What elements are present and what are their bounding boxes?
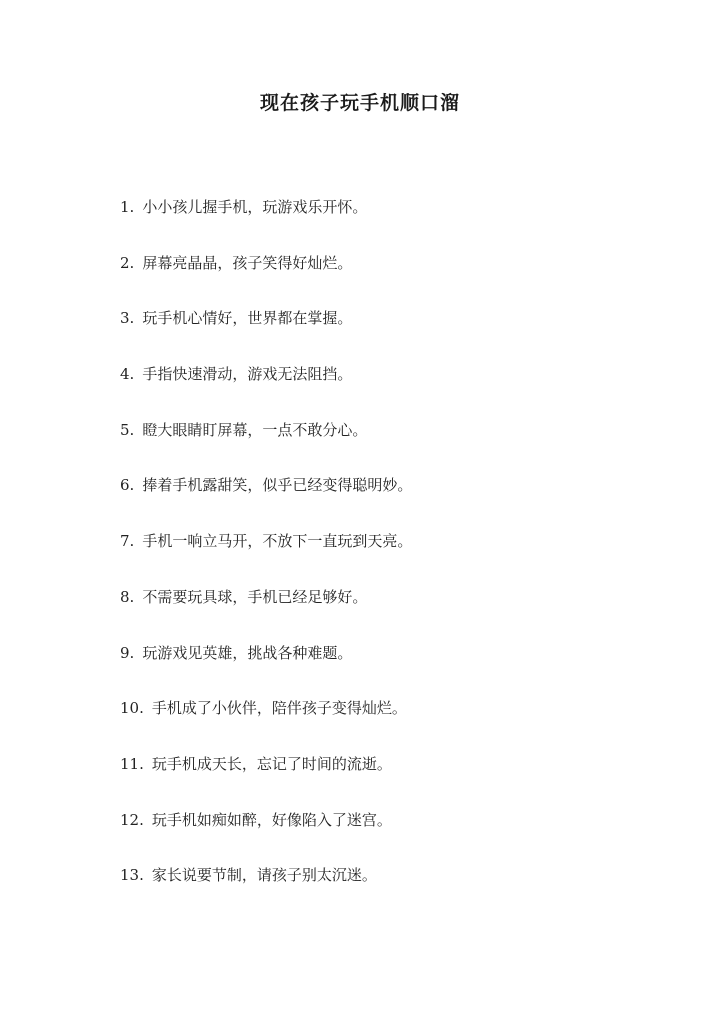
item-text: 家长说要节制，请孩子别太沉迷。 [151,866,377,885]
list-item [120,196,640,252]
item-text: 玩手机心情好，世界都在掌握。 [142,309,353,328]
list-item [120,586,640,642]
list-item [120,419,640,475]
item-number: 11. [120,754,144,773]
list-item [120,474,640,530]
item-number: 7. [120,532,135,551]
item-text: 小小孩儿握手机，玩游戏乐开怀。 [142,198,368,216]
item-text: 捧着手机露甜笑，似乎已经变得聪明妙。 [142,476,413,495]
list-item [120,864,640,920]
item-number: 1. [120,198,135,216]
list-item [120,363,640,419]
item-text: 瞪大眼睛盯屏幕，一点不敢分心。 [142,420,368,439]
item-text: 玩手机如痴如醉，好像陷入了迷宫。 [151,810,392,829]
item-number: 5. [120,420,135,439]
page-title: 现在孩子玩手机顺口溜 [259,92,460,114]
item-number: 2. [120,253,135,272]
item-number: 12. [120,810,144,829]
list-item [120,642,640,698]
item-number: 3. [120,309,135,328]
item-text: 手机成了小伙伴，陪伴孩子变得灿烂。 [151,699,407,718]
verse-list [120,196,640,920]
item-text: 玩手机成天长，忘记了时间的流逝。 [151,754,392,773]
list-item [120,753,640,809]
list-item [120,530,640,586]
item-number: 10. [120,699,144,718]
item-text: 屏幕亮晶晶，孩子笑得好灿烂。 [142,253,353,272]
item-text: 玩游戏见英雄，挑战各种难题。 [142,643,353,662]
item-number: 4. [120,365,135,384]
item-text: 不需要玩具球，手机已经足够好。 [142,587,368,606]
item-text: 手指快速滑动，游戏无法阻挡。 [142,365,353,384]
item-number: 9. [120,643,135,662]
list-item [120,809,640,865]
item-number: 6. [120,476,135,495]
item-number: 13. [120,866,144,885]
list-item [120,307,640,363]
list-item [120,697,640,753]
item-text: 手机一响立马开，不放下一直玩到天亮。 [142,532,413,551]
list-item [120,252,640,308]
item-number: 8. [120,587,135,606]
